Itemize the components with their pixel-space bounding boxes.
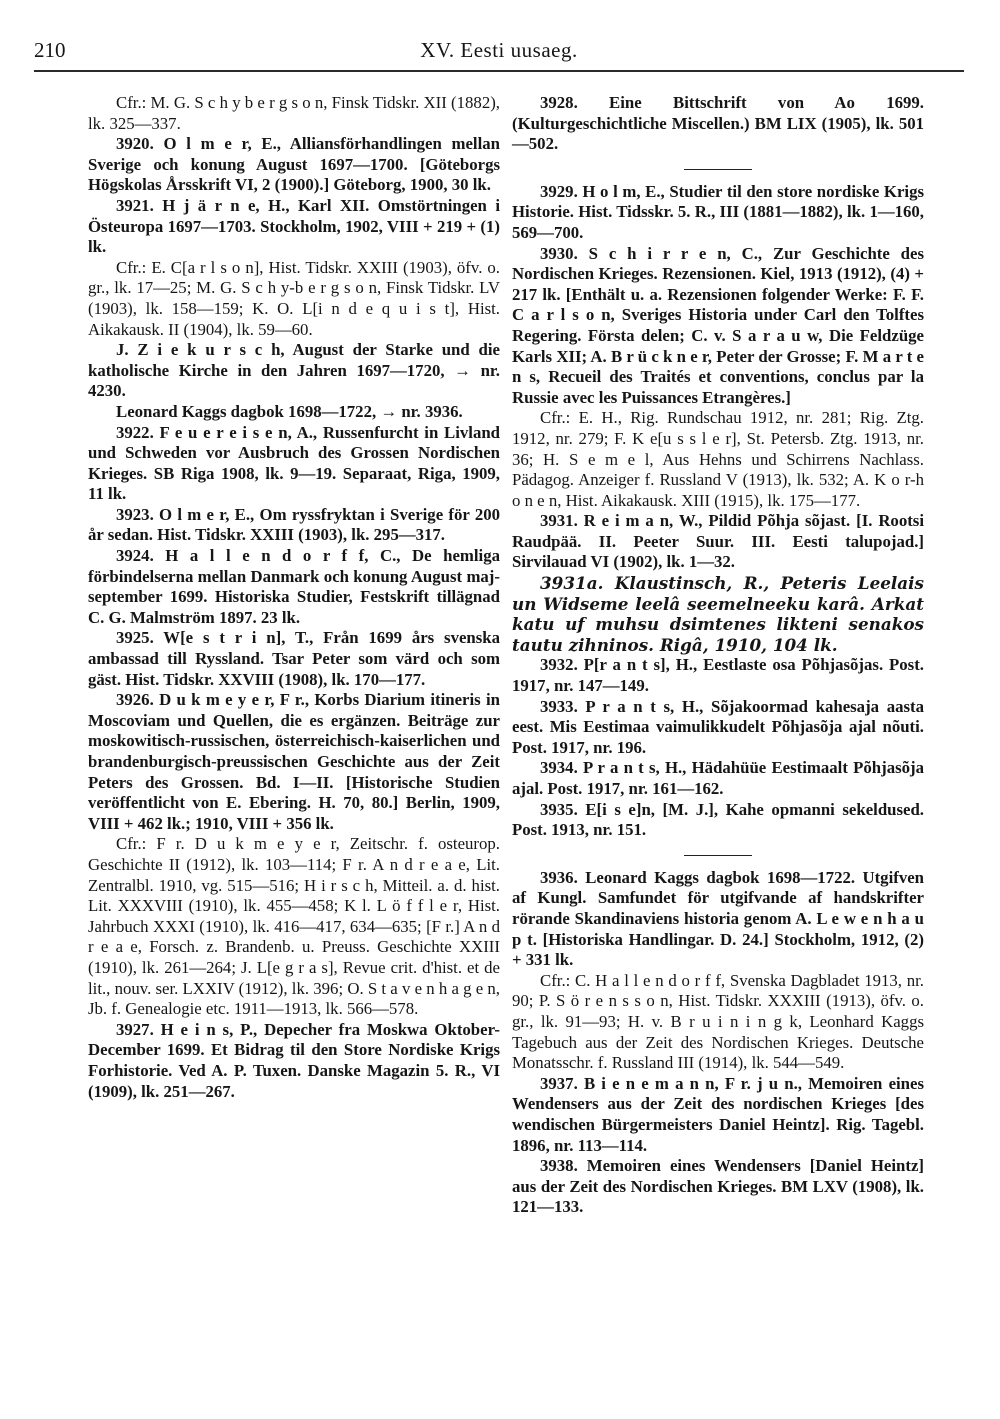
bibliography-entry: 3922. F e u e r e i s e n, A., Russenfurcht in Livland und Schweden vor Ausbruch des Grossen Nordischen Krieges. SB Riga 1908, lk. 9—19. Separaat, Riga, 1909, 11 lk. <box>88 422 500 504</box>
bibliography-entry: 3936. Leonard Kaggs dagbok 1698—1722. Utgifven af Kungl. Samfundet för utgifvande af handskrifter rörande Skandinaviens historia genom A. L e w e n h a u p t. [Historiska Handlingar. D. 24.] Stockholm, 1912, (2) + 331 lk. <box>512 867 924 970</box>
bibliography-entry: 3926. D u k m e y e r, F r., Korbs Diarium itineris in Moscoviam und Quellen, die es ergänzen. Beiträge zur moskowitisch-russischen, österreichisch-kaiserlichen und brandenburgisch-preussischen Geschichte aus der Zeit Peters des Grossen. Bd. I—II. [Historische Studien veröffentlicht von E. Ebering. H. 70, 80.] Berlin, 1909, VIII + 462 lk.; 1910, VIII + 356 lk. <box>88 690 500 833</box>
section-rule <box>684 855 752 856</box>
bibliography-entry: 3924. H a l l e n d o r f f, C., De hemliga förbindelserna mellan Danmark och konung August maj-september 1699. Historiska Studier, Festskrift tillägnad C. G. Malmström 1897. 23 lk. <box>88 546 500 627</box>
bibliography-entry: Leonard Kaggs dagbok 1698—1722, → nr. 3936. <box>116 401 463 421</box>
bibliography-entry: J. Z i e k u r s c h, August der Starke und die katholische Kirche in den Jahren 1697—1720, → nr. 4230. <box>88 340 500 401</box>
page-header <box>34 30 964 70</box>
bibliography-entry: 3931. R e i m a n, W., Pildid Põhja sõjast. [I. Rootsi Raudpää. II. Peeter Suur. III. Eesti talupojad.] Sirvilauad VI (1902), lk. 1—32. <box>512 511 924 572</box>
review-citation: Cfr.: C. H a l l e n d o r f f, Svenska Dagbladet 1913, nr. 90; P. S ö r e n s s o n, Hist. Tidskr. XXXIII (1913), öfv. o. gr., lk. 91—93; H. v. B r u i n i n g k, Leonhard Kaggs Tagebuch aus der Zeit des Nordischen Krieges. Deutsche Monatsschr. f. Russland III (1914), lk. 544—549. <box>512 970 924 1073</box>
bibliography-entry: 3933. P r a n t s, H., Sõjakoormad kahesaja aasta eest. Mis Eestimaa vaimulikkudelt Põhjasõja ajal nõuti. Post. 1917, nr. 196. <box>512 696 924 757</box>
bibliography-entry: 3932. P[r a n t s], H., Eestlaste osa Põhjasõjas. Post. 1917, nr. 147—149. <box>512 655 924 696</box>
bibliography-entry: 3920. O l m e r, E., Alliansförhandlingen mellan Sverige och konung August 1697—1700. [Göteborgs Högskolas Årsskrift VI, 2 (1900).] Göteborg, 1900, 30 lk. <box>88 134 500 195</box>
bibliography-entry: 3931a. Klaustinsch, R., Peteris Leelais un Widseme leelâ seemelneeku karâ. Arkat katu uf muhsu dsimtenes likteni senakos tautu zihninos. Rigâ, 1910, 104 lk. <box>512 573 924 655</box>
review-citation: Cfr.: E. H., Rig. Rundschau 1912, nr. 281; Rig. Ztg. 1912, nr. 279; F. K e[u s s l e r], St. Petersb. Ztg. 1913, nr. 36; H. S e m e l, Aus Hehns und Schirrens Nachlass. Pädagog. Anzeiger f. Russland V (1913), lk. 532; A. K o r-h o n e n, Hist. Aikakausk. XIII (1915), lk. 175—177. <box>512 408 924 510</box>
bibliography-entry: 3934. P r a n t s, H., Hädahüüe Eestimaalt Põhjasõja ajal. Post. 1917, nr. 161—162. <box>512 758 924 798</box>
bibliography-entry: 3929. H o l m, E., Studier til den store nordiske Krigs Historie. Hist. Tidsskr. 5. R., III (1881—1882), lk. 1—160, 569—700. <box>512 181 924 242</box>
bibliography-entry: 3923. O l m e r, E., Om ryssfryktan i Sverige för 200 år sedan. Hist. Tidskr. XXIII (1903), lk. 295—317. <box>88 504 500 545</box>
bibliography-entry: 3935. E[i s e]n, [M. J.], Kahe opmanni sekeldused. Post. 1913, nr. 151. <box>512 799 924 840</box>
review-citation: Cfr.: E. C[a r l s o n], Hist. Tidskr. XXIII (1903), öfv. o. gr., lk. 17—25; M. G. S c h y-b e r g s o n, Finsk Tidskr. LV (1903), lk. 158—159; K. O. L[i n d e q u i s t], Hist. Aikakausk. II (1904), lk. 59—60. <box>88 257 500 339</box>
bibliography-entry: 3927. H e i n s, P., Depecher fra Moskwa Oktober-December 1699. Et Bidrag til den Store Nordiske Krigs Forhistorie. Ved A. P. Tuxen. Danske Magazin 5. R., VI (1909), lk. 251—267. <box>88 1019 500 1101</box>
header-rule <box>34 70 964 72</box>
right-column <box>512 93 924 1218</box>
page-number: 210 <box>34 38 66 62</box>
bibliography-entry: 3925. W[e s t r i n], T., Från 1699 års svenska ambassad till Ryssland. Tsar Peter som värd och som gäst. Hist. Tidskr. XXVIII (1908), lk. 170—177. <box>88 628 500 689</box>
review-citation: Cfr.: F r. D u k m e y e r, Zeitschr. f. osteurop. Geschichte II (1912), lk. 103—114; F r. A n d r e a e, Lit. Zentralbl. 1910, vg. 515—516; H i r s c h, Mitteil. a. d. hist. Lit. XXXVIII (1910), lk. 455—458; K l. L ö f f l e r, Hist. Jahrbuch XXXI (1910), lk. 416—417, 634—635; [F r.] A n d r e a e, Forsch. z. Brandenb. u. Preuss. Geschichte XXIII (1910), lk. 261—264; J. L[e g r a s], Revue crit. d'hist. et de lit., nouv. ser. LXXIV (1912), lk. 396; O. S t a v e n h a g e n, Jb. f. Genealogie etc. 1911—1913, lk. 566—578. <box>88 834 500 1019</box>
section-rule <box>684 169 752 170</box>
bibliography-entry: 3928. Eine Bittschrift von Ao 1699. (Kulturgeschichtliche Miscellen.) BM LIX (1905), lk. 501—502. <box>512 93 924 154</box>
bibliography-entry: 3921. H j ä r n e, H., Karl XII. Omstörtningen i Östeuropa 1697—1703. Stockholm, 1902, VIII + 219 + (1) lk. <box>88 195 500 257</box>
left-column <box>88 93 500 1102</box>
review-citation: Cfr.: M. G. S c h y b e r g s o n, Finsk Tidskr. XII (1882), lk. 325—337. <box>88 93 500 133</box>
bibliography-entry: 3937. B i e n e m a n n, F r. j u n., Memoiren eines Wendensers aus der Zeit des nordischen Krieges [des wendischen Bürgermeisters Daniel Heintz]. Rig. Tagebl. 1896, nr. 113—114. <box>512 1073 924 1155</box>
bibliography-entry: 3938. Memoiren eines Wendensers [Daniel Heintz] aus der Zeit des Nordischen Krieges. BM LXV (1908), lk. 121—133. <box>512 1156 924 1217</box>
running-title: XV. Eesti uusaeg. <box>420 38 578 62</box>
bibliography-entry: 3930. S c h i r r e n, C., Zur Geschichte des Nordischen Krieges. Rezensionen. Kiel, 1913 (1912), (4) + 217 lk. [Enthält u. a. Rezensionen folgender Werke: F. F. C a r l s o n, Sveriges Historia under Carl den Tolftes Regering. Första delen; C. v. S a r a u w, Die Feldzüge Karls XII; A. B r ü c k n e r, Peter der Grosse; F. M a r t e n s, Recueil des Traités et conventions, conclus par la Russie avec les Puissances Etrangères.] <box>512 243 924 407</box>
